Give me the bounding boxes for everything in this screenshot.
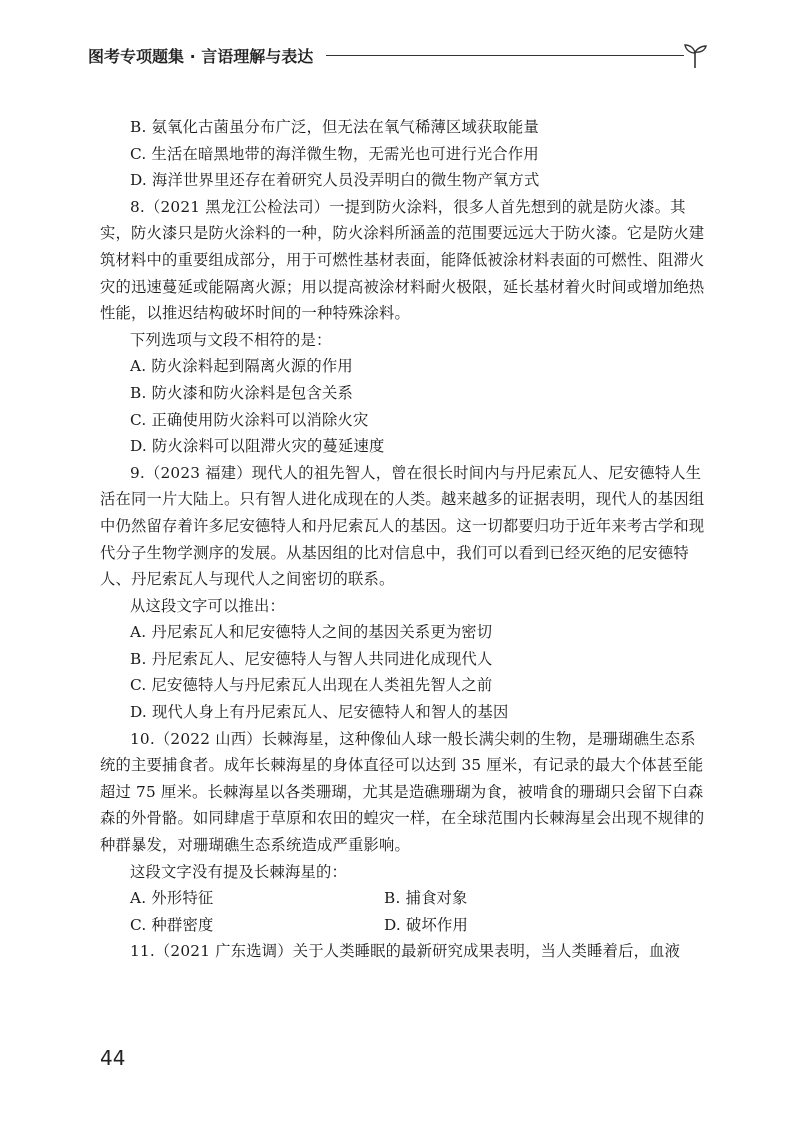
option-d: D. 破坏作用	[384, 915, 469, 934]
option-a: A. 丹尼索瓦人和尼安德特人之间的基因关系更为密切	[130, 623, 493, 642]
option-row	[100, 912, 705, 939]
option-b: B. 防火漆和防火涂料是包含关系	[130, 383, 354, 402]
question-prompt: 下列选项与文段不相符的是：	[130, 330, 332, 349]
question-8	[100, 194, 705, 460]
question-9	[100, 460, 705, 726]
question-passage: 8.（2021 黑龙江公检法司）一提到防火涂料，很多人首先想到的就是防火漆。其实，防火漆只是防火涂料的一种，防火涂料所涵盖的范围要远远大于防火漆。它是防火建筑材料中的重要组成部分，用于可燃性基材表面，能降低被涂材料表面的可燃性、阻滞火灾的迅速蔓延或能隔离火源；用以提高被涂材料耐火极限，延长基材着火时间或增加绝热性能，以推迟结构破坏时间的一种特殊涂料。	[100, 197, 705, 323]
sprout-icon	[682, 40, 708, 70]
option-d: D. 现代人身上有丹尼索瓦人、尼安德特人和智人的基因	[130, 703, 509, 722]
option-b: B. 捕食对象	[384, 889, 468, 908]
running-header	[88, 40, 708, 76]
header-title: 图考专项题集 · 言语理解与表达	[88, 47, 314, 66]
question-11	[100, 938, 705, 965]
option-b: B. 丹尼索瓦人、尼安德特人与智人共同进化成现代人	[130, 649, 493, 668]
page-number: 44	[100, 1046, 126, 1070]
page-content	[100, 114, 705, 965]
option-d: D. 防火涂料可以阻滞火灾的蔓延速度	[130, 437, 385, 456]
option-d: D. 海洋世界里还存在着研究人员没弄明白的微生物产氧方式	[130, 171, 540, 190]
question-passage: 9.（2023 福建）现代人的祖先智人，曾在很长时间内与丹尼索瓦人、尼安德特人生活在同一片大陆上。只有智人进化成现在的人类。越来越多的证据表明，现代人的基因组中仍然留存着许多尼安德特人和丹尼索瓦人的基因。这一切都要归功于近年来考古学和现代分子生物学测序的发展。从基因组的比对信息中，我们可以看到已经灭绝的尼安德特人、丹尼索瓦人与现代人之间密切的联系。	[100, 463, 705, 589]
question-prompt: 从这段文字可以推出：	[130, 596, 285, 615]
option-b: B. 氨氧化古菌虽分布广泛，但无法在氧气稀薄区域获取能量	[130, 118, 539, 136]
option-a: A. 外形特征	[130, 889, 214, 908]
question-7-options	[100, 114, 705, 194]
option-c: C. 种群密度	[130, 915, 214, 934]
question-passage: 10.（2022 山西）长棘海星，这种像仙人球一般长满尖刺的生物，是珊瑚礁生态系统的主要捕食者。成年长棘海星的身体直径可以达到 35 厘米，有记录的最大个体甚至能超过 75 厘米。长棘海星以各类珊瑚，尤其是造礁珊瑚为食，被啃食的珊瑚只会留下白森森的外骨骼。如同肆虐于草原和农田的蝗灾一样，在全球范围内长棘海星会出现不规律的种群暴发，对珊瑚礁生态系统造成严重影响。	[100, 729, 705, 855]
header-rule	[326, 55, 684, 56]
option-row	[100, 885, 705, 912]
question-10	[100, 726, 705, 939]
option-c: C. 正确使用防火涂料可以消除火灾	[130, 410, 369, 429]
question-prompt: 这段文字没有提及长棘海星的：	[130, 862, 347, 881]
question-passage: 11.（2021 广东选调）关于人类睡眠的最新研究成果表明，当人类睡着后，血液	[130, 942, 681, 961]
option-a: A. 防火涂料起到隔离火源的作用	[130, 357, 353, 376]
option-c: C. 尼安德特人与丹尼索瓦人出现在人类祖先智人之前	[130, 676, 493, 695]
option-c: C. 生活在暗黑地带的海洋微生物，无需光也可进行光合作用	[130, 144, 539, 163]
